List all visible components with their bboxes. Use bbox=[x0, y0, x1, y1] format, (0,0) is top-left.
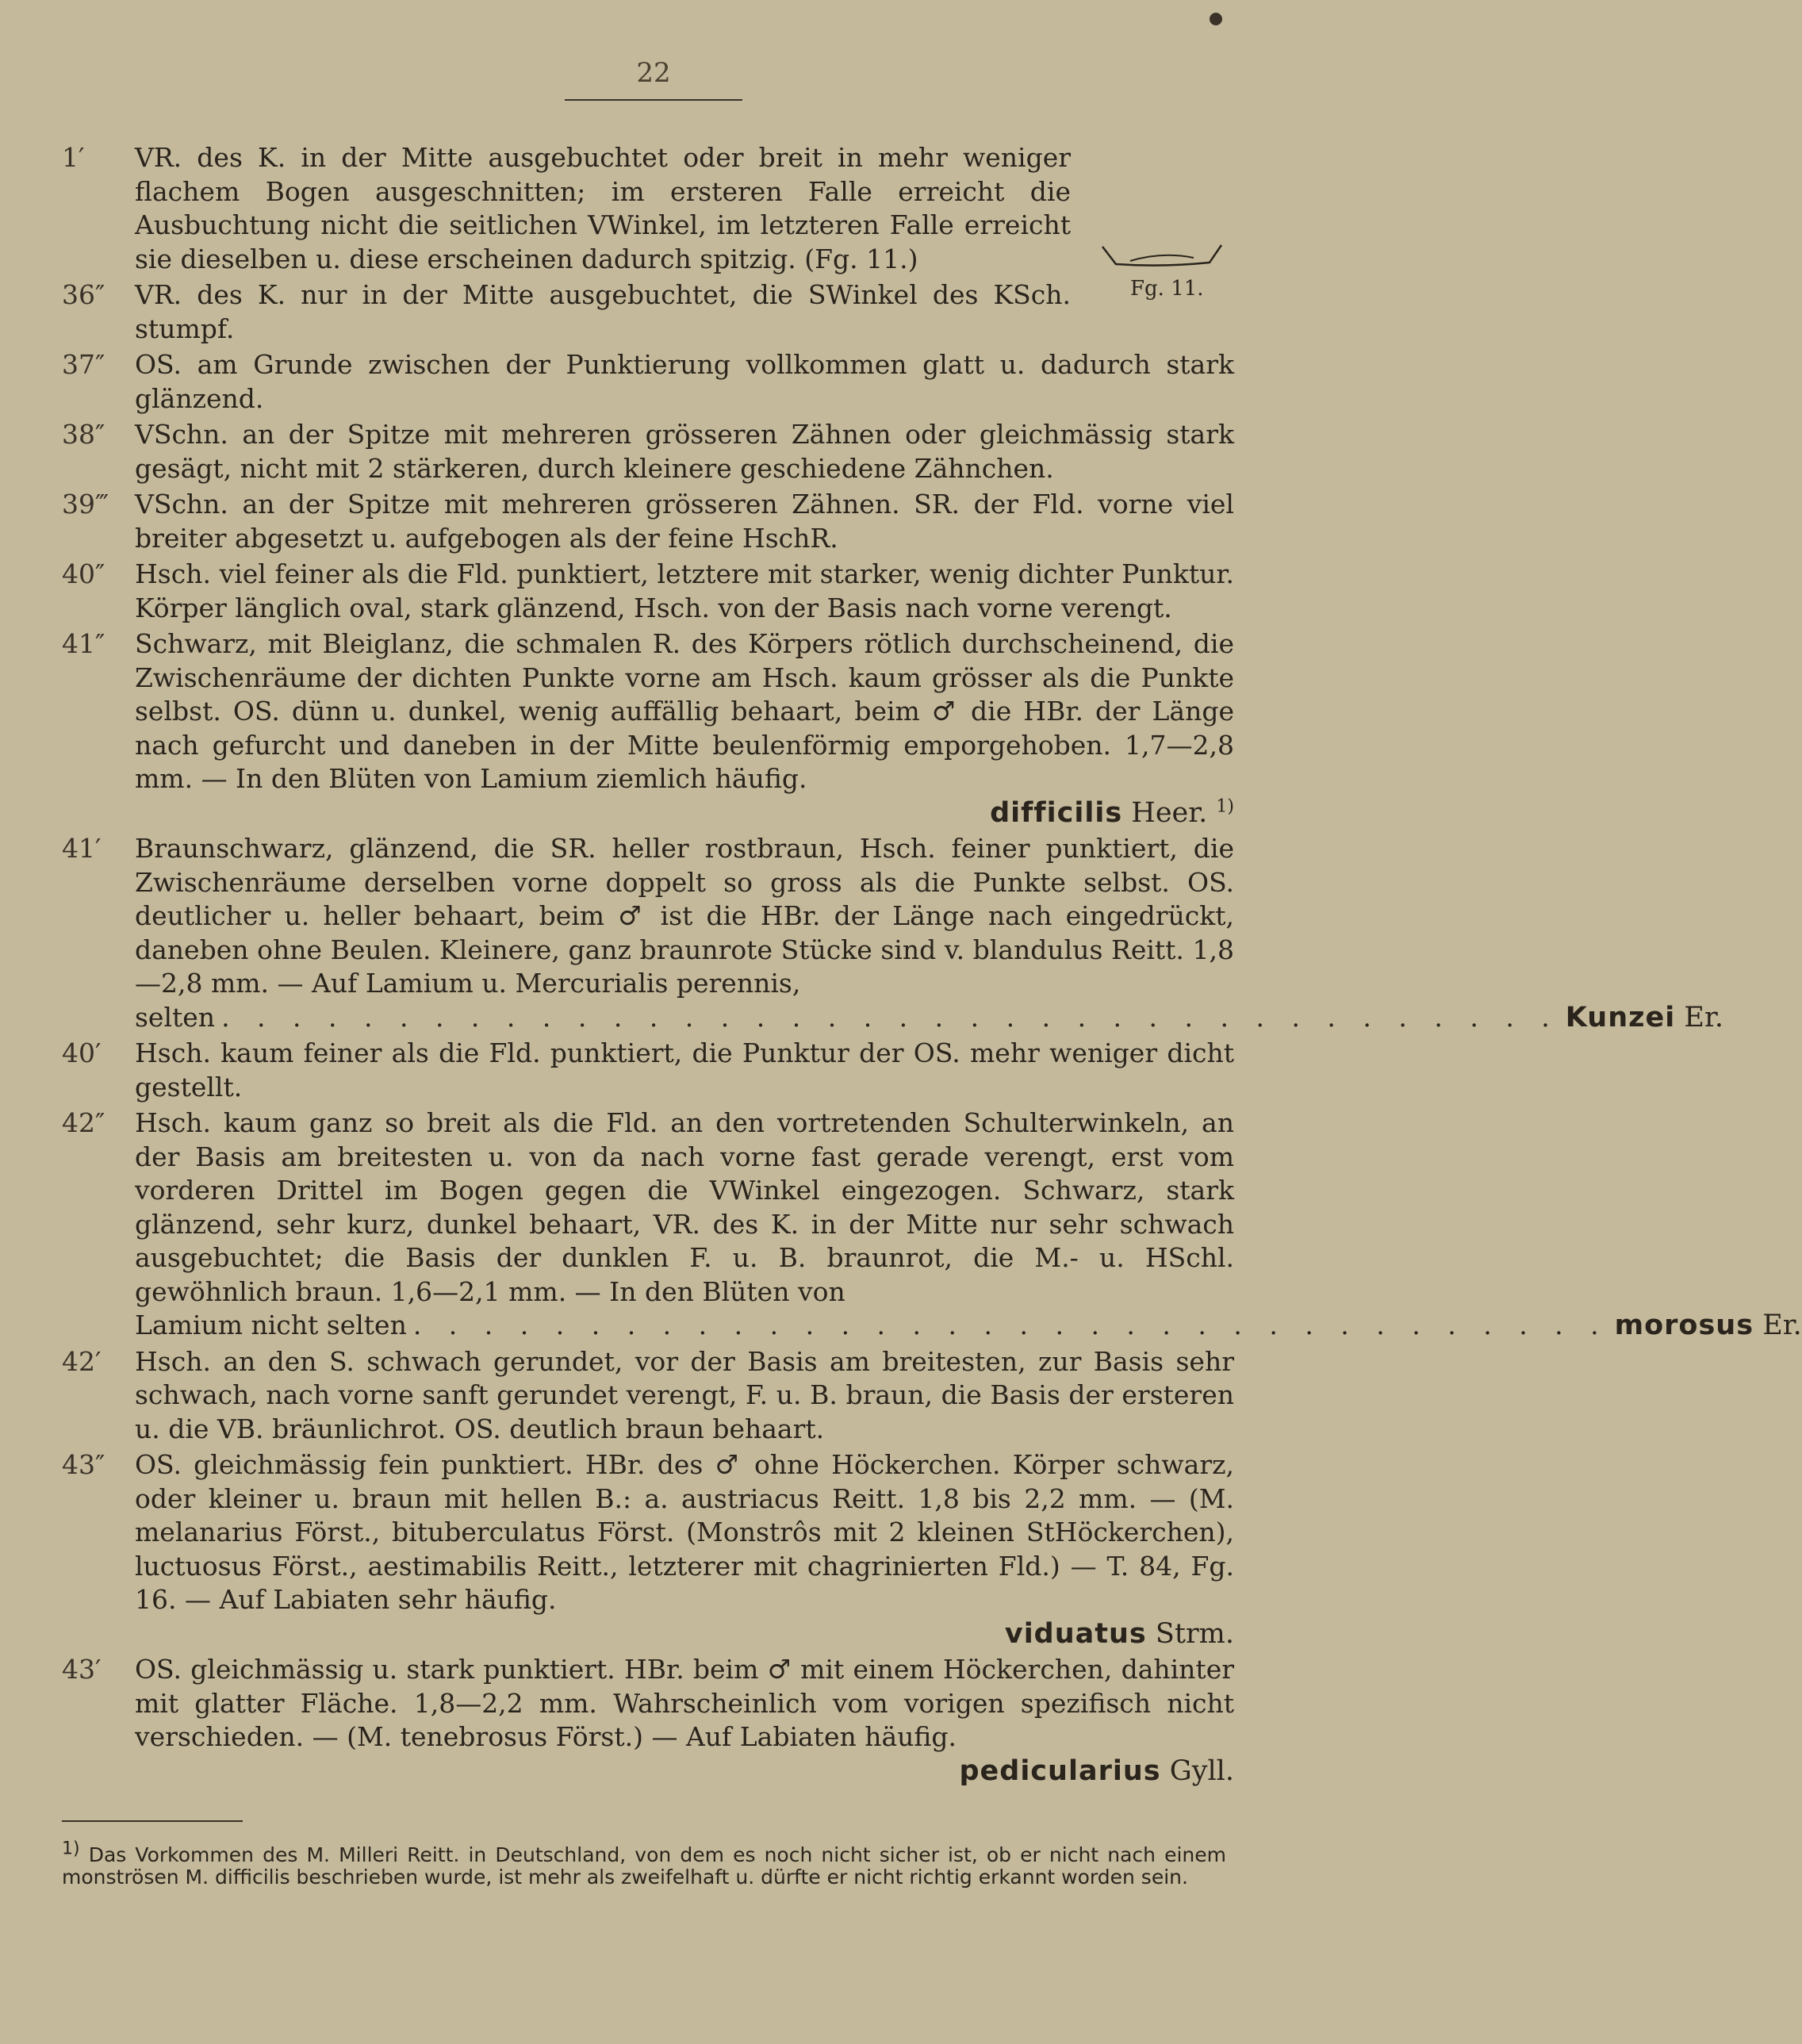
entry-number: 41′ bbox=[62, 833, 102, 864]
entry-number: 37″ bbox=[62, 349, 105, 380]
figure-caption: Fg. 11. bbox=[1130, 277, 1204, 301]
page-number: 22 bbox=[636, 57, 671, 89]
species-leader-line bbox=[135, 1309, 1802, 1343]
key-entry bbox=[0, 1345, 1295, 1447]
species-name-group bbox=[1615, 1309, 1802, 1343]
key-entry bbox=[0, 627, 1295, 830]
leader-dots: . . . . . . . . . . . . . . . . . . . . . . . . . . . . . . . . . . . . . . bbox=[221, 1001, 1559, 1033]
species-leader-line bbox=[135, 1001, 1723, 1035]
footnote bbox=[62, 1839, 1226, 1889]
entry-text: Hsch. viel feiner als die Fld. punktiert, letztere mit starker, wenig dichter Punktur. Körper länglich oval, stark glänzend, Hsch. von der Basis nach vorne verengt. bbox=[135, 558, 1234, 623]
species-name: viduatus bbox=[1004, 1617, 1147, 1650]
footnote-text: Das Vorkommen des M. Milleri Reitt. in Deutschland, von dem es noch nicht sicher ist, ob er nicht nach einem monströsen M. difficilis beschrieben wurde, ist mehr als zweifelhaft u. dürfte er nicht richtig erkannt worden sein. bbox=[62, 1843, 1226, 1889]
key-entries bbox=[0, 141, 1802, 1790]
species-author: Strm. bbox=[1155, 1617, 1234, 1650]
entry-text: Hsch. kaum ganz so breit als die Fld. an den vortretenden Schulterwinkeln, an der Basis am breitesten u. von da nach vorne fast gerade verengt, erst vom vorderen Drittel im Bogen gegen die VWinkel eingezogen. Schwarz, stark glänzend, sehr kurz, dunkel behaart, VR. des K. in der Mitte nur sehr schwach ausgebuchtet; die Basis der dunklen F. u. B. braunrot, die M.- u. HSchl. gewöhnlich braun. 1,6—2,1 mm. — In den Blüten von bbox=[135, 1107, 1234, 1307]
entry-number: 42″ bbox=[62, 1107, 105, 1138]
entry-text: OS. gleichmässig u. stark punktiert. HBr. beim ♂ mit einem Höckerchen, dahinter mit glatter Fläche. 1,8—2,2 mm. Wahrscheinlich vom vorigen spezifisch nicht verschieden. — (M. tenebrosus Först.) — Auf Labiaten häufig. bbox=[135, 1654, 1234, 1752]
key-entry bbox=[0, 418, 1295, 485]
entry-text: VR. des K. in der Mitte ausgebuchtet oder breit in mehr weniger flachem Bogen ausgeschnitten; im ersteren Falle erreicht die Ausbuchtung nicht die seitlichen VWinkel, im letzteren Falle erreicht sie dieselben u. diese erscheinen dadurch spitzig. (Fg. 11.) bbox=[135, 142, 1071, 274]
entry-text: Braunschwarz, glänzend, die SR. heller rostbraun, Hsch. feiner punktiert, die Zwischenräume derselben vorne doppelt so gross als die Punkte selbst. OS. deutlicher u. heller behaart, beim ♂ ist die HBr. der Länge nach eingedrückt, daneben ohne Beulen. Kleinere, ganz braunrote Stücke sind v. blandulus Reitt. 1,8—2,8 mm. — Auf Lamium u. Mercurialis perennis, bbox=[135, 833, 1234, 999]
key-entry bbox=[0, 1106, 1802, 1343]
clypeus-outline-figure bbox=[1098, 240, 1225, 272]
key-entry bbox=[0, 1653, 1295, 1788]
entry-number: 38″ bbox=[62, 419, 105, 450]
footnote-mark: 1) bbox=[62, 1839, 80, 1859]
footnote-ref: 1) bbox=[1216, 796, 1234, 816]
entry-text: VSchn. an der Spitze mit mehreren grösseren Zähnen. SR. der Fld. vorne viel breiter abgesetzt u. aufgebogen als der feine HschR. bbox=[135, 489, 1234, 554]
key-entry bbox=[0, 832, 1723, 1034]
species-line bbox=[135, 1754, 1234, 1789]
leader-text: selten bbox=[135, 1001, 216, 1033]
entry-number: 39‴ bbox=[62, 489, 109, 520]
entry-number: 1′ bbox=[62, 142, 85, 173]
entry-text: Hsch. an den S. schwach gerundet, vor der Basis am breitesten, zur Basis sehr schwach, nach vorne sanft gerundet verengt, F. u. B. braun, die Basis der ersteren u. die VB. bräunlichrot. OS. deutlich braun behaart. bbox=[135, 1345, 1234, 1444]
entry-number: 42′ bbox=[62, 1345, 102, 1377]
key-entry bbox=[0, 278, 1295, 346]
entry-text: Hsch. kaum feiner als die Fld. punktiert, die Punktur der OS. mehr weniger dicht gestellt. bbox=[135, 1037, 1234, 1103]
species-line bbox=[135, 796, 1234, 830]
species-name: Kunzei bbox=[1565, 1001, 1676, 1034]
entry-text: OS. gleichmässig fein punktiert. HBr. des ♂ ohne Höckerchen. Körper schwarz, oder kleiner u. braun mit hellen B.: a. austriacus Reitt. 1,8 bis 2,2 mm. — (M. melanarius Först., bituberculatus Först. (Monstrôs mit 2 kleinen StHöckerchen), luctuosus Först., aestimabilis Reitt., letzterer mit chagrinierten Fld.) — T. 84, Fg. 16. — Auf Labiaten sehr häufig. bbox=[135, 1449, 1234, 1615]
entry-text: Schwarz, mit Bleiglanz, die schmalen R. des Körpers rötlich durchscheinend, die Zwischenräume der dichten Punkte vorne am Hsch. kaum grösser als die Punkte selbst. OS. dünn u. dunkel, wenig auffällig behaart, beim ♂ die HBr. der Länge nach gefurcht und daneben in der Mitte beulenförmig emporgehoben. 1,7—2,8 mm. — In den Blüten von Lamium ziemlich häufig. bbox=[135, 628, 1234, 794]
entry-text: VR. des K. nur in der Mitte ausgebuchtet, die SWinkel des KSch. stumpf. bbox=[135, 279, 1071, 344]
key-entry bbox=[0, 1448, 1295, 1651]
species-author: Er. bbox=[1762, 1310, 1802, 1341]
species-author: Gyll. bbox=[1169, 1754, 1234, 1787]
entry-number: 43′ bbox=[62, 1654, 102, 1685]
entry-text: OS. am Grunde zwischen der Punktierung vollkommen glatt u. dadurch stark glänzend. bbox=[135, 349, 1234, 414]
entry-number: 40″ bbox=[62, 558, 105, 589]
footnote-rule bbox=[62, 1820, 243, 1822]
key-entry bbox=[0, 488, 1295, 555]
species-name: difficilis bbox=[990, 796, 1123, 829]
species-line bbox=[135, 1617, 1234, 1651]
entry-number: 41″ bbox=[62, 628, 105, 659]
key-entry bbox=[0, 348, 1295, 416]
entry-number: 40′ bbox=[62, 1037, 102, 1068]
leader-dots: . . . . . . . . . . . . . . . . . . . . . . . . . . . . . . . . . . bbox=[412, 1310, 1608, 1340]
leader-text: Lamium nicht selten bbox=[135, 1310, 407, 1340]
entry-number: 43″ bbox=[62, 1449, 105, 1480]
entry-text: VSchn. an der Spitze mit mehreren grösseren Zähnen oder gleichmässig stark gesägt, nicht mit 2 stärkeren, durch kleinere geschiedene Zähnchen. bbox=[135, 419, 1234, 484]
page-number-rule bbox=[565, 99, 742, 101]
species-name: pedicularius bbox=[959, 1754, 1161, 1787]
key-entry bbox=[0, 558, 1295, 625]
species-author: Heer. bbox=[1131, 796, 1208, 829]
ink-spot bbox=[1210, 13, 1222, 25]
species-name: morosus bbox=[1614, 1310, 1754, 1341]
species-author: Er. bbox=[1684, 1001, 1723, 1034]
species-name-group bbox=[1566, 1001, 1723, 1035]
entry-number: 36″ bbox=[62, 279, 105, 310]
key-entry bbox=[0, 1037, 1295, 1104]
